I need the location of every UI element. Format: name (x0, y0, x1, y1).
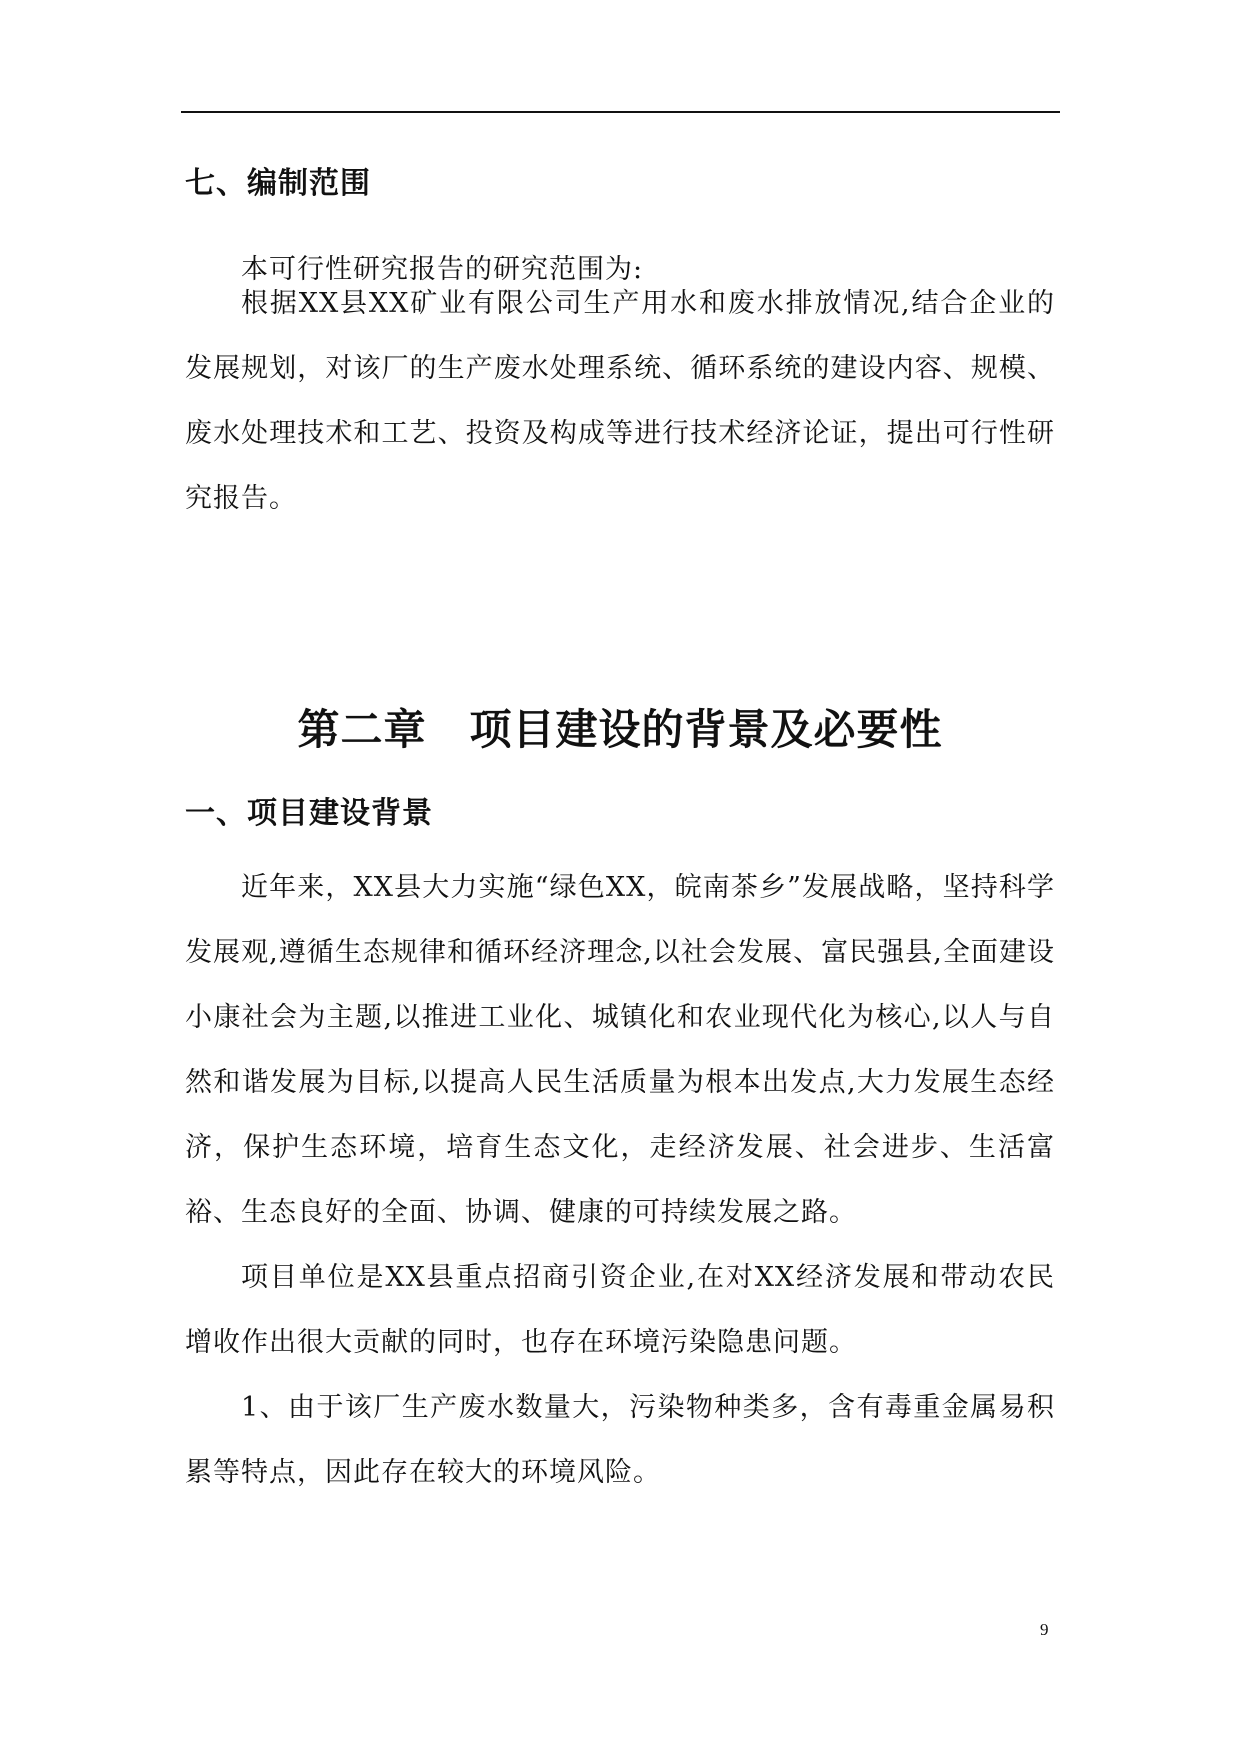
background-paragraph-1: 近年来，XX县大力实施“绿色XX，皖南茶乡”发展战略，坚持科学发展观,遵循生态规律和循环经济理念,以社会发展、富民强县,全面建设小康社会为主题,以推进工业化、城镇化和农业现代化为核心,以人与自然和谐发展为目标,以提高人民生活质量为根本出发点,大力发展生态经济，保护生态环境，培育生态文化，走经济发展、社会进步、生活富裕、生态良好的全面、协调、健康的可持续发展之路。 (185, 872, 1055, 1228)
scope-intro: 本可行性研究报告的研究范围为: (241, 254, 644, 285)
background-paragraph-3: 1、由于该厂生产废水数量大，污染物种类多，含有毒重金属易积累等特点，因此存在较大的环境风险。 (185, 1392, 1055, 1488)
chapter-title: 第二章 项目建设的背景及必要性 (297, 705, 943, 754)
page-number: 9 (1040, 1620, 1049, 1639)
section-heading-scope: 七、编制范围 (185, 166, 371, 201)
background-paragraph-2: 项目单位是XX县重点招商引资企业,在对XX经济发展和带动农民增收作出很大贡献的同时，也存在环境污染隐患问题。 (185, 1262, 1055, 1358)
section-heading-background: 一、项目建设背景 (185, 796, 433, 831)
scope-body: 根据XX县XX矿业有限公司生产用水和废水排放情况,结合企业的发展规划，对该厂的生产废水处理系统、循环系统的建设内容、规模、废水处理技术和工艺、投资及构成等进行技术经济论证，提出可行性研究报告。 (185, 288, 1055, 514)
header-rule (181, 111, 1060, 113)
